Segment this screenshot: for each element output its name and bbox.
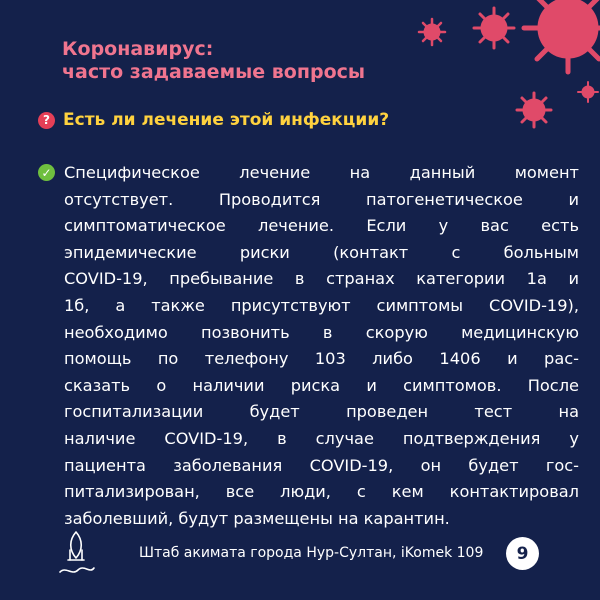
- title-line-1: Коронавирус:: [62, 38, 214, 60]
- virus-tiny: [578, 82, 598, 102]
- answer-line: Специфическое лечение на данный момент: [64, 163, 579, 182]
- page-number-badge: 9: [506, 537, 539, 570]
- answer-line: пациента заболевания COVID-19, он будет гос-: [64, 455, 579, 475]
- virus-decoration: [360, 0, 600, 150]
- answer-text: [64, 160, 579, 532]
- answer-line: питализирован, все люди, с кем контактировал: [64, 482, 579, 502]
- answer-line: госпитализации будет проведен тест на: [64, 402, 579, 422]
- question-icon: ?: [38, 112, 55, 129]
- page-title: [62, 38, 365, 84]
- answer-line: отсутствует. Проводится патогенетическое и: [64, 189, 579, 209]
- question-row: [38, 110, 389, 130]
- question-text: Есть ли лечение этой инфекции?: [63, 110, 390, 130]
- virus-large: [524, 0, 600, 72]
- virus-medium: [474, 8, 514, 48]
- footer-source: Штаб акимата города Нур-Султан, iKomek 109: [139, 545, 484, 561]
- answer-line: 1б, а также присутствуют симптомы COVID-19),: [64, 295, 579, 315]
- answer-line: COVID-19, пребывание в странах категории 1а и: [64, 269, 579, 289]
- virus-lower: [517, 93, 551, 127]
- answer-line: сказать о наличии риска и симптомов. После: [64, 375, 579, 395]
- check-icon: ✓: [38, 164, 55, 181]
- title-line-2: часто задаваемые вопросы: [62, 61, 366, 83]
- virus-small: [419, 19, 445, 45]
- answer-line: симптоматическое лечение. Если у вас есть: [64, 216, 579, 236]
- answer-line: наличие COVID-19, в случае подтверждения у: [64, 428, 579, 448]
- answer-line: необходимо позвонить в скорую медицинскую: [64, 322, 579, 342]
- answer-line: помощь по телефону 103 либо 1406 и рас-: [64, 349, 579, 369]
- nur-sultan-logo: [50, 528, 102, 584]
- answer-line: эпидемические риски (контакт с больным: [64, 242, 579, 262]
- answer-line: заболевший, будут размещены на карантин.: [64, 508, 450, 528]
